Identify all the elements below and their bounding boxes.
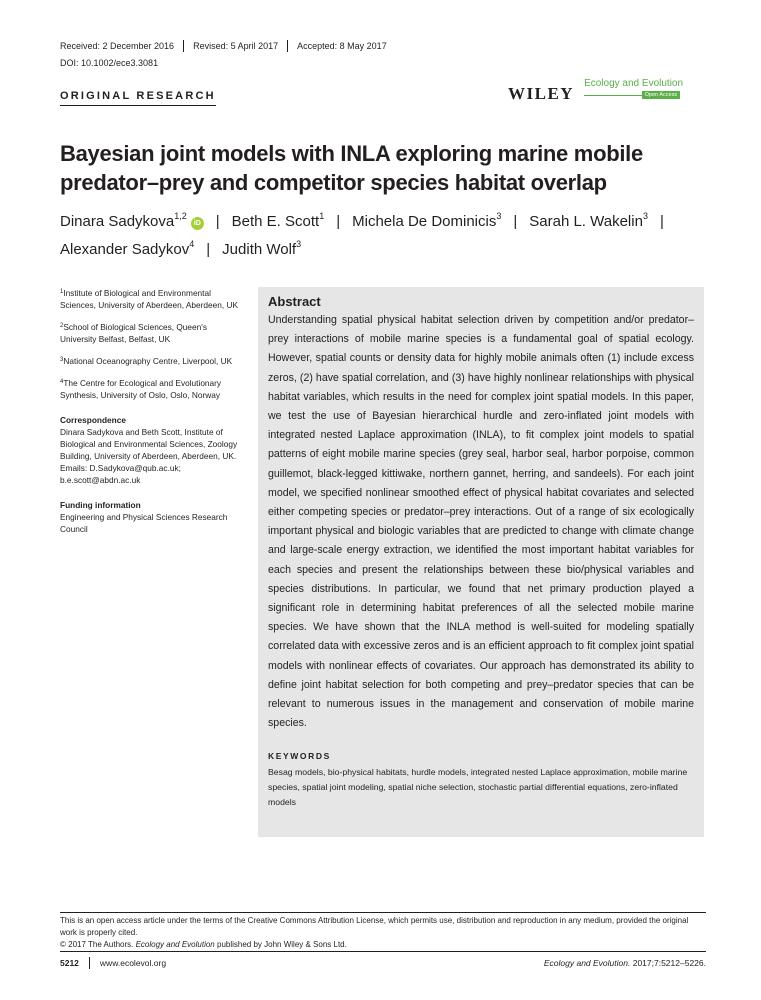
accepted-date: Accepted: 8 May 2017: [297, 41, 387, 51]
abstract-text: Understanding spatial physical habitat selection driven by competition and/or predator–prey interactions of mobile marine species is a fundamental goal of spatial ecology. However, spatial counts or density data for highly mobile animals often (1) include excess zeros, (2) have spatial correlation, and (3) have highly nonlinear relationships with physical habitat variables, which results in the need for complex joint spatial models. In this paper, we test the use of Bayesian hierarchical hurdle and zero-inflated joint models with integrated nested Laplace approximation (INLA), to fit complex joint models to spatial patterns of eight mobile marine species (grey seal, harbor seal, harbor porpoise, common guillemot, black-legged kittiwake, northern gannet, herring, and sandeels). For each joint model, we specified nonlinear smoothed effect of physical habitat covariates and selected either competing species or predator–prey interactions. Out of a range of six ecologically important physical and biologic variables that are predicted to change with climate change and large-scale energy extraction, we identified the most important habitat variables for each species and present the relationships between these bio/physical variables and species distributions. In particular, we found that net primary production played a significant role in determining habitat preferences of all the selected mobile marine species. We have shown that the INLA method is well-suited for modeling spatially correlated data with excessive zeros and is an efficient approach to fit complex joint spatial models with nonlinear effects of covariates. Our approach has demonstrated its ability to define joint habitat selection for both competing and prey–predator species that can be relevant to numerous issues in the management and conservation of mobile marine species.: [268, 314, 694, 730]
affiliation: $^2$School of Biological Sciences, Queen's University Belfast, Belfast, UK: [60, 322, 207, 344]
correspondence: [60, 414, 240, 486]
funding-text: Engineering and Physical Sciences Research Council: [60, 512, 228, 534]
author[interactable]: Dinara Sadykova$^{1,2}$iD: [60, 213, 204, 230]
license-footnote: [60, 912, 706, 951]
revised-date: Revised: 5 April 2017: [193, 41, 279, 51]
author[interactable]: Alexander Sadykov$^4$: [60, 239, 195, 258]
affiliations: [60, 287, 240, 401]
received-date: Received: 2 December 2016: [60, 41, 175, 51]
keywords-heading: KEYWORDS: [268, 751, 331, 762]
affiliation: $^1$Institute of Biological and Environmental Sciences, University of Aberdeen, Aberdeen, UK: [60, 288, 239, 310]
author[interactable]: Beth E. Scott$^1$: [231, 211, 325, 230]
journal-logo: [584, 78, 683, 100]
section-label: ORIGINAL RESEARCH: [60, 90, 216, 106]
author-list: Dinara Sadykova$^{1,2}$iD | Beth E. Scott$^1$ | Michela De Dominicis$^3$ | Sarah L. Wakelin$^3$ | Alexander Sadykov$^4$ | Judith Wolf$^3$: [60, 211, 664, 258]
page-number: 5212: [60, 958, 79, 968]
open-access-badge: Open Access: [642, 91, 680, 99]
keywords: Besag models, bio-physical habitats, hurdle models, integrated nested Laplace approximation, mobile marine species, spatial joint modeling, spatial niche selection, stochastic partial differential equations, zero-inflated models: [268, 767, 688, 808]
funding: [60, 499, 240, 535]
wiley-wordmark: WILEY: [508, 84, 575, 103]
logo-rule: [584, 95, 644, 96]
sidebar: [60, 287, 240, 548]
author[interactable]: Michela De Dominicis$^3$: [352, 211, 502, 230]
divider: [287, 40, 288, 52]
divider: [183, 40, 184, 52]
publisher-logo[interactable]: [508, 78, 683, 104]
citation: Ecology and Evolution. 2017;7:5212–5226.: [543, 958, 706, 968]
divider: [89, 957, 90, 969]
orcid-icon[interactable]: iD: [191, 217, 204, 230]
author[interactable]: Judith Wolf$^3$: [222, 239, 302, 258]
funding-heading: Funding information: [60, 500, 141, 510]
affiliation: $^3$National Oceanography Centre, Liverpool, UK: [60, 356, 233, 366]
license-text: This is an open access article under the terms of the Creative Commons Attribution License, which permits use, distribution and reproduction in any medium, provided the original work is properly cited.: [60, 916, 689, 937]
author[interactable]: Sarah L. Wakelin$^3$: [529, 211, 648, 230]
affiliation: $^4$The Centre for Ecological and Evolutionary Synthesis, University of Oslo, Oslo, Norway: [60, 378, 222, 400]
publication-dates: [60, 40, 387, 52]
abstract-heading: Abstract: [268, 294, 321, 309]
correspondence-heading: Correspondence: [60, 415, 126, 425]
journal-name: Ecology and Evolution: [584, 78, 684, 89]
doi[interactable]: DOI: 10.1002/ece3.3081: [60, 58, 159, 68]
page-footer: [60, 951, 706, 969]
correspondence-text: Dinara Sadykova and Beth Scott, Institute of Biological and Environmental Sciences, Zoology Building, University of Aberdeen, Aberdeen, UK.: [60, 427, 238, 461]
abstract-box: [258, 287, 704, 837]
journal-url[interactable]: www.ecolevol.org: [99, 958, 167, 968]
copyright: © 2017 The Authors. Ecology and Evolution published by John Wiley & Sons Ltd.: [60, 940, 347, 949]
correspondence-emails[interactable]: Emails: D.Sadykova@qub.ac.uk; b.e.scott@abdn.ac.uk: [60, 463, 181, 485]
article-title: Bayesian joint models with INLA exploring marine mobile predator–prey and competitor species habitat overlap: [60, 140, 643, 195]
open-access-bar: [584, 91, 680, 100]
